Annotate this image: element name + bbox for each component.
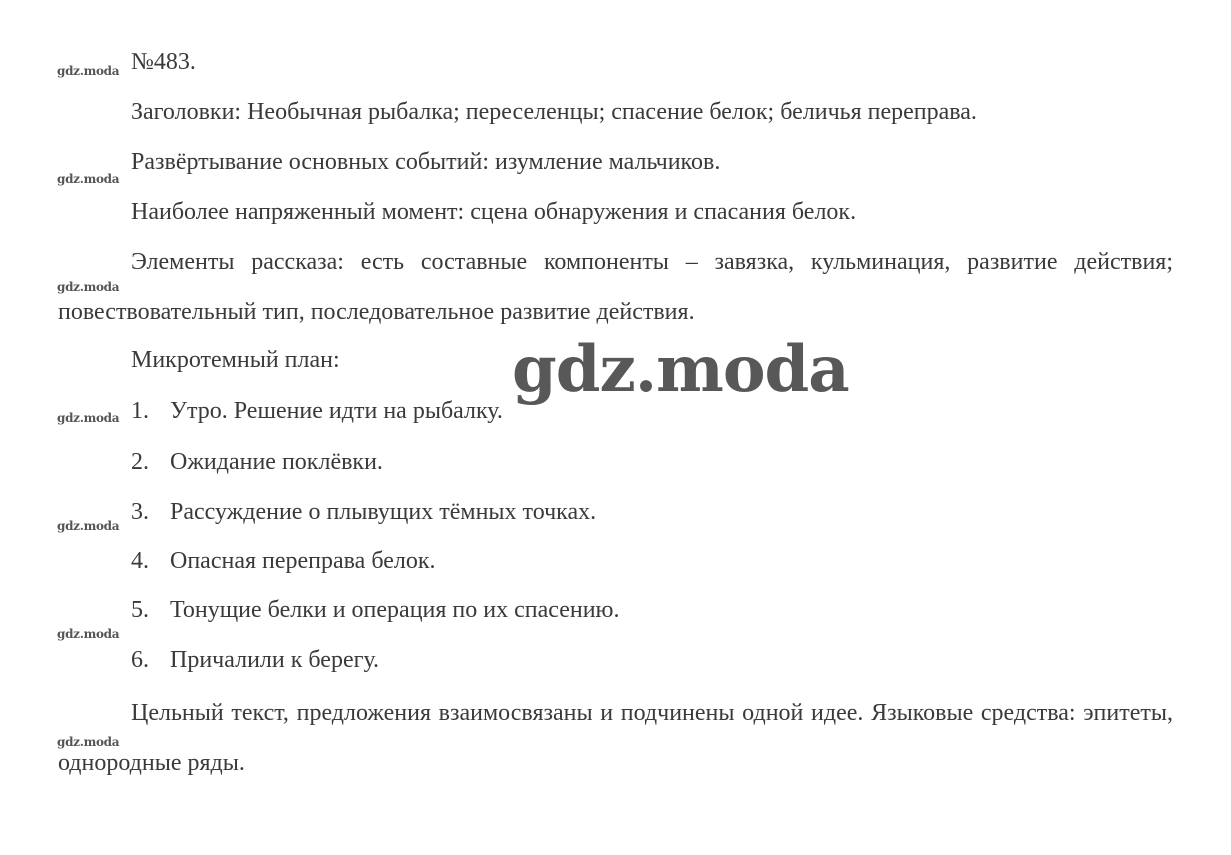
headings-paragraph: Заголовки: Необычная рыбалка; переселенцы; спасение белок; беличья переправа. bbox=[131, 99, 977, 125]
development-paragraph: Развёртывание основных событий: изумление мальчиков. bbox=[131, 149, 721, 175]
plan-item-text: Утро. Решение идти на рыбалку. bbox=[170, 398, 503, 424]
plan-item-text: Ожидание поклёвки. bbox=[170, 449, 383, 475]
plan-item-text: Тонущие белки и операция по их спасению. bbox=[170, 597, 620, 623]
plan-item-text: Причалили к берегу. bbox=[170, 647, 380, 673]
elements-paragraph: Элементы рассказа: есть составные компоненты – завязка, кульминация, развитие действия; повествовательный тип, последовательное развитие действия. bbox=[58, 249, 1173, 325]
plan-item bbox=[131, 595, 619, 625]
plan-item-text: Опасная переправа белок. bbox=[170, 548, 436, 574]
plan-title: Микротемный план: bbox=[131, 347, 340, 373]
plan-item-number: 4. bbox=[131, 548, 149, 574]
plan-item bbox=[131, 497, 596, 527]
plan-item bbox=[131, 645, 379, 675]
plan-item bbox=[131, 546, 436, 576]
plan-item-number: 6. bbox=[131, 647, 149, 673]
watermark-small: gdz.moda bbox=[57, 411, 120, 425]
plan-item-number: 1. bbox=[131, 398, 149, 424]
watermark-small: gdz.moda bbox=[57, 64, 120, 78]
conclusion-paragraph: Цельный текст, предложения взаимосвязаны и подчинены одной идее. Языковые средства: эпитеты, однородные ряды. bbox=[58, 700, 1173, 776]
watermark-small: gdz.moda bbox=[57, 627, 120, 641]
watermark-small: gdz.moda bbox=[57, 172, 120, 186]
plan-item-number: 2. bbox=[131, 449, 149, 475]
plan-item-text: Рассуждение о плывущих тёмных точках. bbox=[170, 499, 597, 525]
watermark-small: gdz.moda bbox=[57, 735, 120, 749]
watermark-small: gdz.moda bbox=[57, 280, 120, 294]
plan-item bbox=[131, 396, 503, 426]
climax-paragraph: Наиболее напряженный момент: сцена обнаружения и спасания белок. bbox=[131, 199, 857, 225]
plan-item-number: 5. bbox=[131, 597, 149, 623]
watermark-large: gdz.moda bbox=[512, 332, 849, 407]
plan-item-number: 3. bbox=[131, 499, 149, 525]
exercise-number: №483. bbox=[131, 49, 196, 75]
plan-item bbox=[131, 447, 383, 477]
watermark-small: gdz.moda bbox=[57, 519, 120, 533]
